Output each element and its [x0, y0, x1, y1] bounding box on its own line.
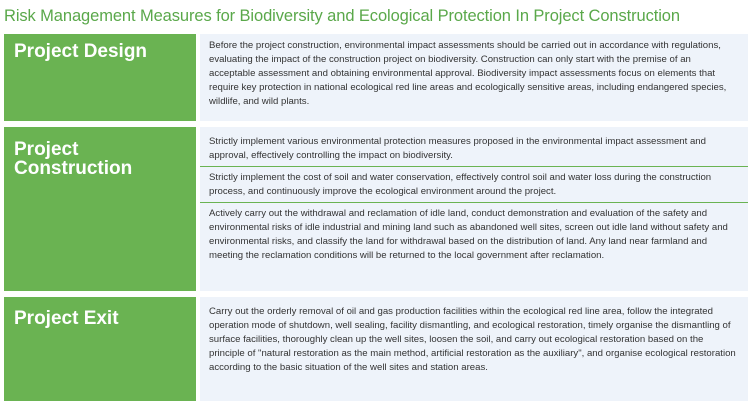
section-label: Project Exit [4, 297, 196, 401]
section-label: Project Construction [4, 127, 196, 291]
section-paragraph: Strictly implement various environmental protection measures proposed in the environmental impact assessment and approval, effectively controlling the impact on biodiversity. [209, 136, 706, 161]
section-paragraph: Strictly implement the cost of soil and water conservation, effectively control soil and water loss during the construction process, and continuously improve the ecological environment around the project. [209, 172, 712, 197]
section-content [200, 127, 748, 291]
section-paragraph: Carry out the orderly removal of oil and gas production facilities within the ecological red line area, follow the integrated operation mode of shutdown, well sealing, facility dismantling, and ecological restoration, timely organise the dismantling of surface facilities, thoroughly clean up the well sites, loosen the soil, and carry out ecological restoration based on the principle of "natural restoration as the main method, artificial restoration as the auxiliary", and organise ecological restoration according to the basic situation of the well sites and station areas. [209, 306, 736, 373]
paragraph-divider [200, 202, 748, 203]
section-label: Project Design [4, 34, 196, 121]
section-content [200, 34, 748, 121]
section-project-exit [4, 297, 748, 401]
section-project-design [4, 34, 748, 121]
section-paragraph: Before the project construction, environmental impact assessments should be carried out in accordance with regulations, evaluating the impact of the construction project on biodiversity. Construction can only start with the premise of an acceptable assessment and obtaining environmental approval. Biodiversity impact assessments focus on elements that require key protection in national ecological red line areas and ecologically sensitive areas, including endangered species, wildlife, and wild plants. [209, 40, 727, 107]
section-project-construction [4, 127, 748, 291]
section-content [200, 297, 748, 401]
section-paragraph: Actively carry out the withdrawal and reclamation of idle land, conduct demonstration and evaluation of the safety and environmental risks of idle industrial and mining land such as abandoned well sites, screen out idle land without safety and environmental risks, and classify the land for withdrawal based on the distribution of land. Any land near farmland and meeting the reclamation conditions will be returned to the local government after reclamation. [209, 208, 728, 261]
page-title: Risk Management Measures for Biodiversity and Ecological Protection In Project Construction [4, 7, 680, 25]
paragraph-divider [200, 166, 748, 167]
